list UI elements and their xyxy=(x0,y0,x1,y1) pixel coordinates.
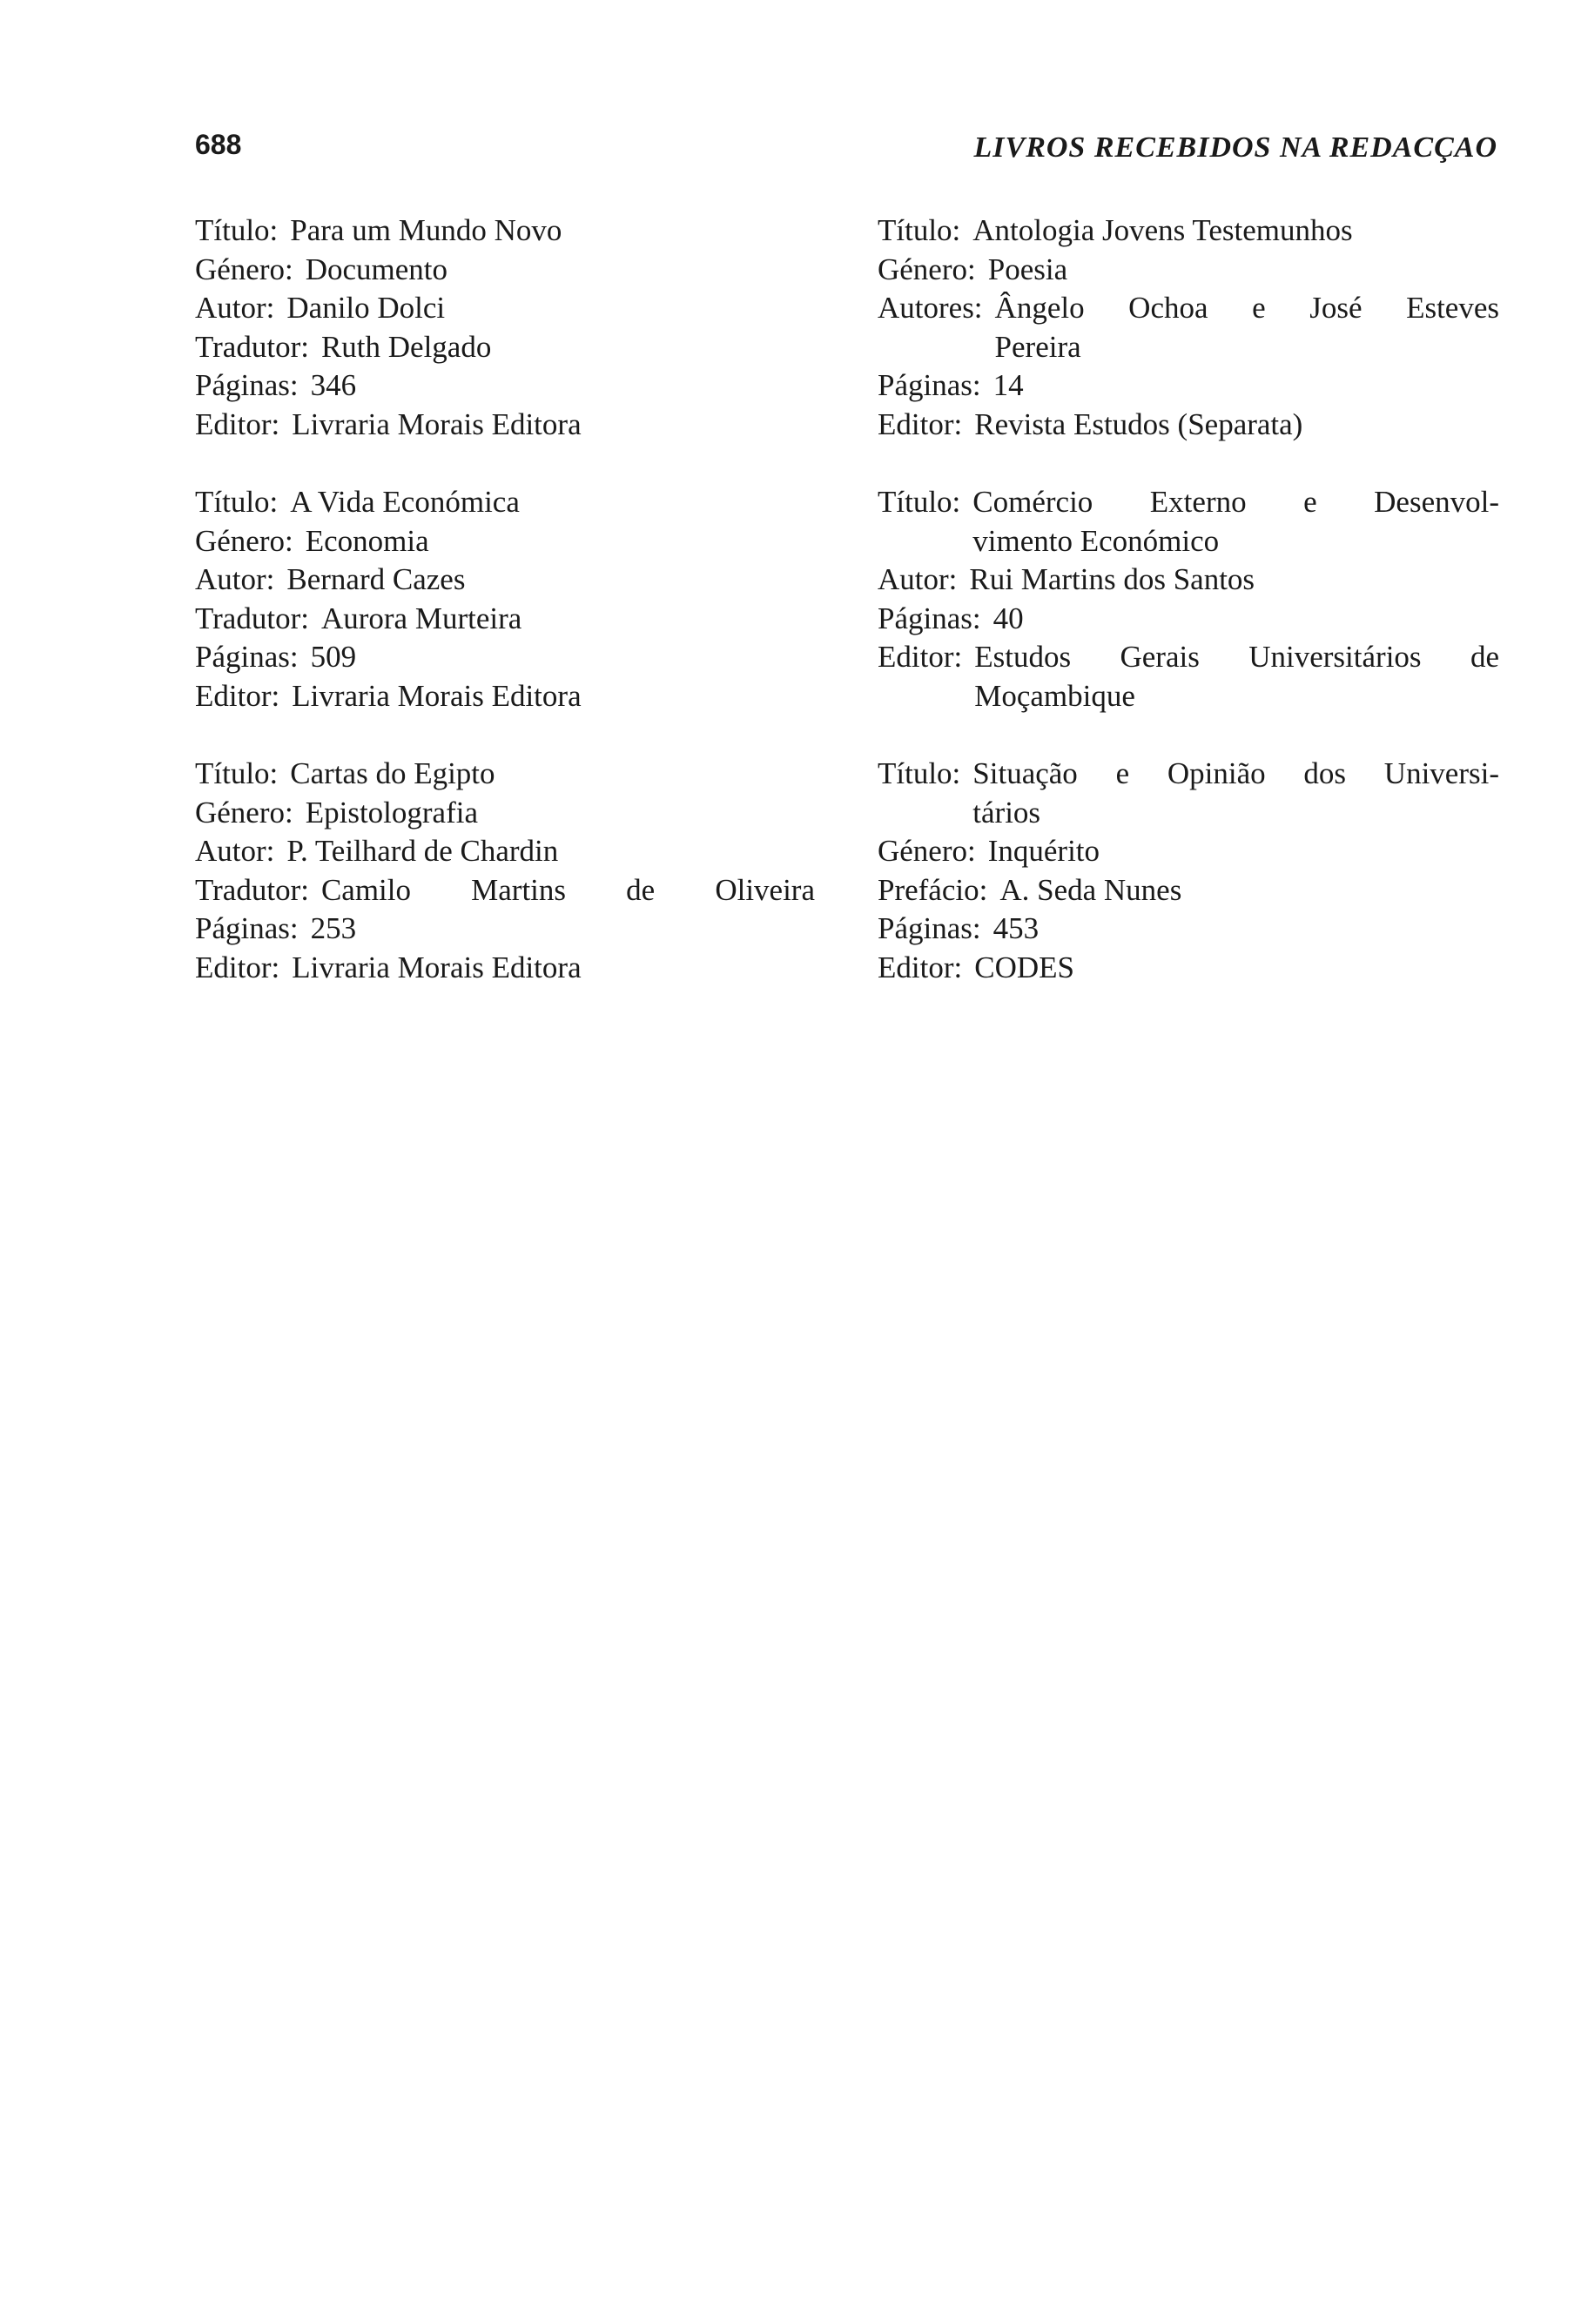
editor-row xyxy=(195,949,815,988)
paginas-value: 253 xyxy=(310,911,357,945)
book-entry xyxy=(195,755,815,987)
prefacio-row xyxy=(878,871,1499,910)
book-entry xyxy=(195,483,815,715)
titulo-label: Título: xyxy=(878,213,961,247)
editor-label: Editor: xyxy=(195,678,280,713)
tradutor-label: Tradutor: xyxy=(195,872,309,907)
autores-row xyxy=(878,289,1499,366)
left-column xyxy=(195,212,815,1026)
autores-line: Pereira xyxy=(994,329,1081,364)
editor-label: Editor: xyxy=(195,406,280,441)
paginas-row xyxy=(878,600,1499,639)
editor-label: Editor: xyxy=(878,640,963,674)
prefacio-label: Prefácio: xyxy=(878,872,988,907)
titulo-line: Comércio Externo e Desenvol- xyxy=(972,485,1499,519)
editor-row xyxy=(195,406,815,445)
titulo-row xyxy=(878,212,1499,251)
paginas-label: Páginas: xyxy=(878,368,981,402)
editor-label: Editor: xyxy=(878,406,963,441)
paginas-row xyxy=(195,366,815,406)
titulo-row xyxy=(195,212,815,251)
editor-value: Livraria Morais Editora xyxy=(292,406,582,441)
book-entry xyxy=(878,483,1499,715)
tradutor-value: Ruth Delgado xyxy=(320,329,492,364)
editor-row xyxy=(878,406,1499,445)
tradutor-value: Camilo Martins de Oliveira xyxy=(320,872,815,907)
running-title: LIVROS RECEBIDOS NA REDACÇAO xyxy=(973,131,1497,164)
titulo-value: Antologia Jovens Testemunhos xyxy=(972,213,1353,247)
genero-row xyxy=(195,794,815,833)
autores-value xyxy=(995,289,1499,366)
tradutor-value: Aurora Murteira xyxy=(320,601,522,635)
paginas-value: 346 xyxy=(310,368,357,402)
genero-value: Poesia xyxy=(987,252,1068,286)
paginas-label: Páginas: xyxy=(195,368,299,402)
tradutor-row xyxy=(195,600,815,639)
genero-value: Inquérito xyxy=(987,834,1100,868)
titulo-row xyxy=(195,755,815,794)
autor-value: P. Teilhard de Chardin xyxy=(286,834,559,868)
right-column xyxy=(878,212,1499,1026)
autor-row xyxy=(195,561,815,600)
paginas-value: 509 xyxy=(310,640,357,674)
genero-row xyxy=(878,251,1499,290)
paginas-label: Páginas: xyxy=(878,911,981,945)
editor-value: Livraria Morais Editora xyxy=(292,678,582,713)
book-entry xyxy=(878,755,1499,987)
genero-label: Género: xyxy=(195,795,293,830)
editor-row xyxy=(878,949,1499,988)
editor-line: Estudos Gerais Universitários de xyxy=(974,640,1499,674)
titulo-row xyxy=(878,755,1499,832)
titulo-label: Título: xyxy=(878,485,961,519)
paginas-row xyxy=(195,638,815,677)
editor-label: Editor: xyxy=(195,950,280,984)
autor-label: Autor: xyxy=(195,291,275,325)
genero-label: Género: xyxy=(878,252,976,286)
prefacio-value: A. Seda Nunes xyxy=(999,872,1182,907)
tradutor-row xyxy=(195,871,815,910)
autor-label: Autor: xyxy=(195,562,275,596)
autor-row xyxy=(195,289,815,328)
genero-label: Género: xyxy=(878,834,976,868)
genero-value: Epistolografia xyxy=(305,795,479,830)
genero-row xyxy=(195,522,815,561)
paginas-value: 40 xyxy=(992,601,1024,635)
genero-label: Género: xyxy=(195,252,293,286)
editor-line: Moçambique xyxy=(974,678,1135,713)
paginas-label: Páginas: xyxy=(195,911,299,945)
autor-label: Autor: xyxy=(878,562,958,596)
titulo-row xyxy=(195,483,815,522)
genero-label: Género: xyxy=(195,523,293,558)
paginas-label: Páginas: xyxy=(878,601,981,635)
titulo-line: Situação e Opinião dos Universi- xyxy=(972,756,1499,790)
editor-row xyxy=(878,638,1499,715)
tradutor-row xyxy=(195,328,815,367)
editor-value: Livraria Morais Editora xyxy=(292,950,582,984)
autores-label: Autores: xyxy=(878,291,983,325)
paginas-label: Páginas: xyxy=(195,640,299,674)
paginas-value: 453 xyxy=(992,911,1040,945)
editor-value xyxy=(974,638,1499,715)
titulo-value xyxy=(972,755,1499,832)
titulo-value: A Vida Económica xyxy=(290,485,520,519)
titulo-value xyxy=(972,483,1499,561)
titulo-label: Título: xyxy=(195,213,279,247)
titulo-line: vimento Económico xyxy=(972,523,1220,558)
titulo-value: Para um Mundo Novo xyxy=(290,213,562,247)
autor-row xyxy=(878,561,1499,600)
editor-label: Editor: xyxy=(878,950,963,984)
book-entry xyxy=(195,212,815,444)
book-entry xyxy=(878,212,1499,444)
page-number: 688 xyxy=(195,129,242,160)
genero-value: Documento xyxy=(305,252,448,286)
tradutor-label: Tradutor: xyxy=(195,329,309,364)
paginas-row xyxy=(878,366,1499,406)
paginas-row xyxy=(195,910,815,949)
autor-row xyxy=(195,832,815,871)
titulo-row xyxy=(878,483,1499,561)
autor-value: Bernard Cazes xyxy=(286,562,466,596)
autor-value: Danilo Dolci xyxy=(286,291,446,325)
autores-line: Ângelo Ochoa e José Esteves xyxy=(994,291,1499,325)
editor-value: Revista Estudos (Separata) xyxy=(974,406,1303,441)
titulo-label: Título: xyxy=(195,485,279,519)
autor-value: Rui Martins dos Santos xyxy=(969,562,1255,596)
genero-row xyxy=(195,251,815,290)
paginas-row xyxy=(878,910,1499,949)
genero-value: Economia xyxy=(305,523,429,558)
genero-row xyxy=(878,832,1499,871)
titulo-label: Título: xyxy=(195,756,279,790)
editor-row xyxy=(195,677,815,716)
autor-label: Autor: xyxy=(195,834,275,868)
titulo-line: tários xyxy=(972,795,1041,830)
paginas-value: 14 xyxy=(992,368,1024,402)
titulo-label: Título: xyxy=(878,756,961,790)
editor-value: CODES xyxy=(974,950,1074,984)
tradutor-label: Tradutor: xyxy=(195,601,309,635)
titulo-value: Cartas do Egipto xyxy=(290,756,495,790)
